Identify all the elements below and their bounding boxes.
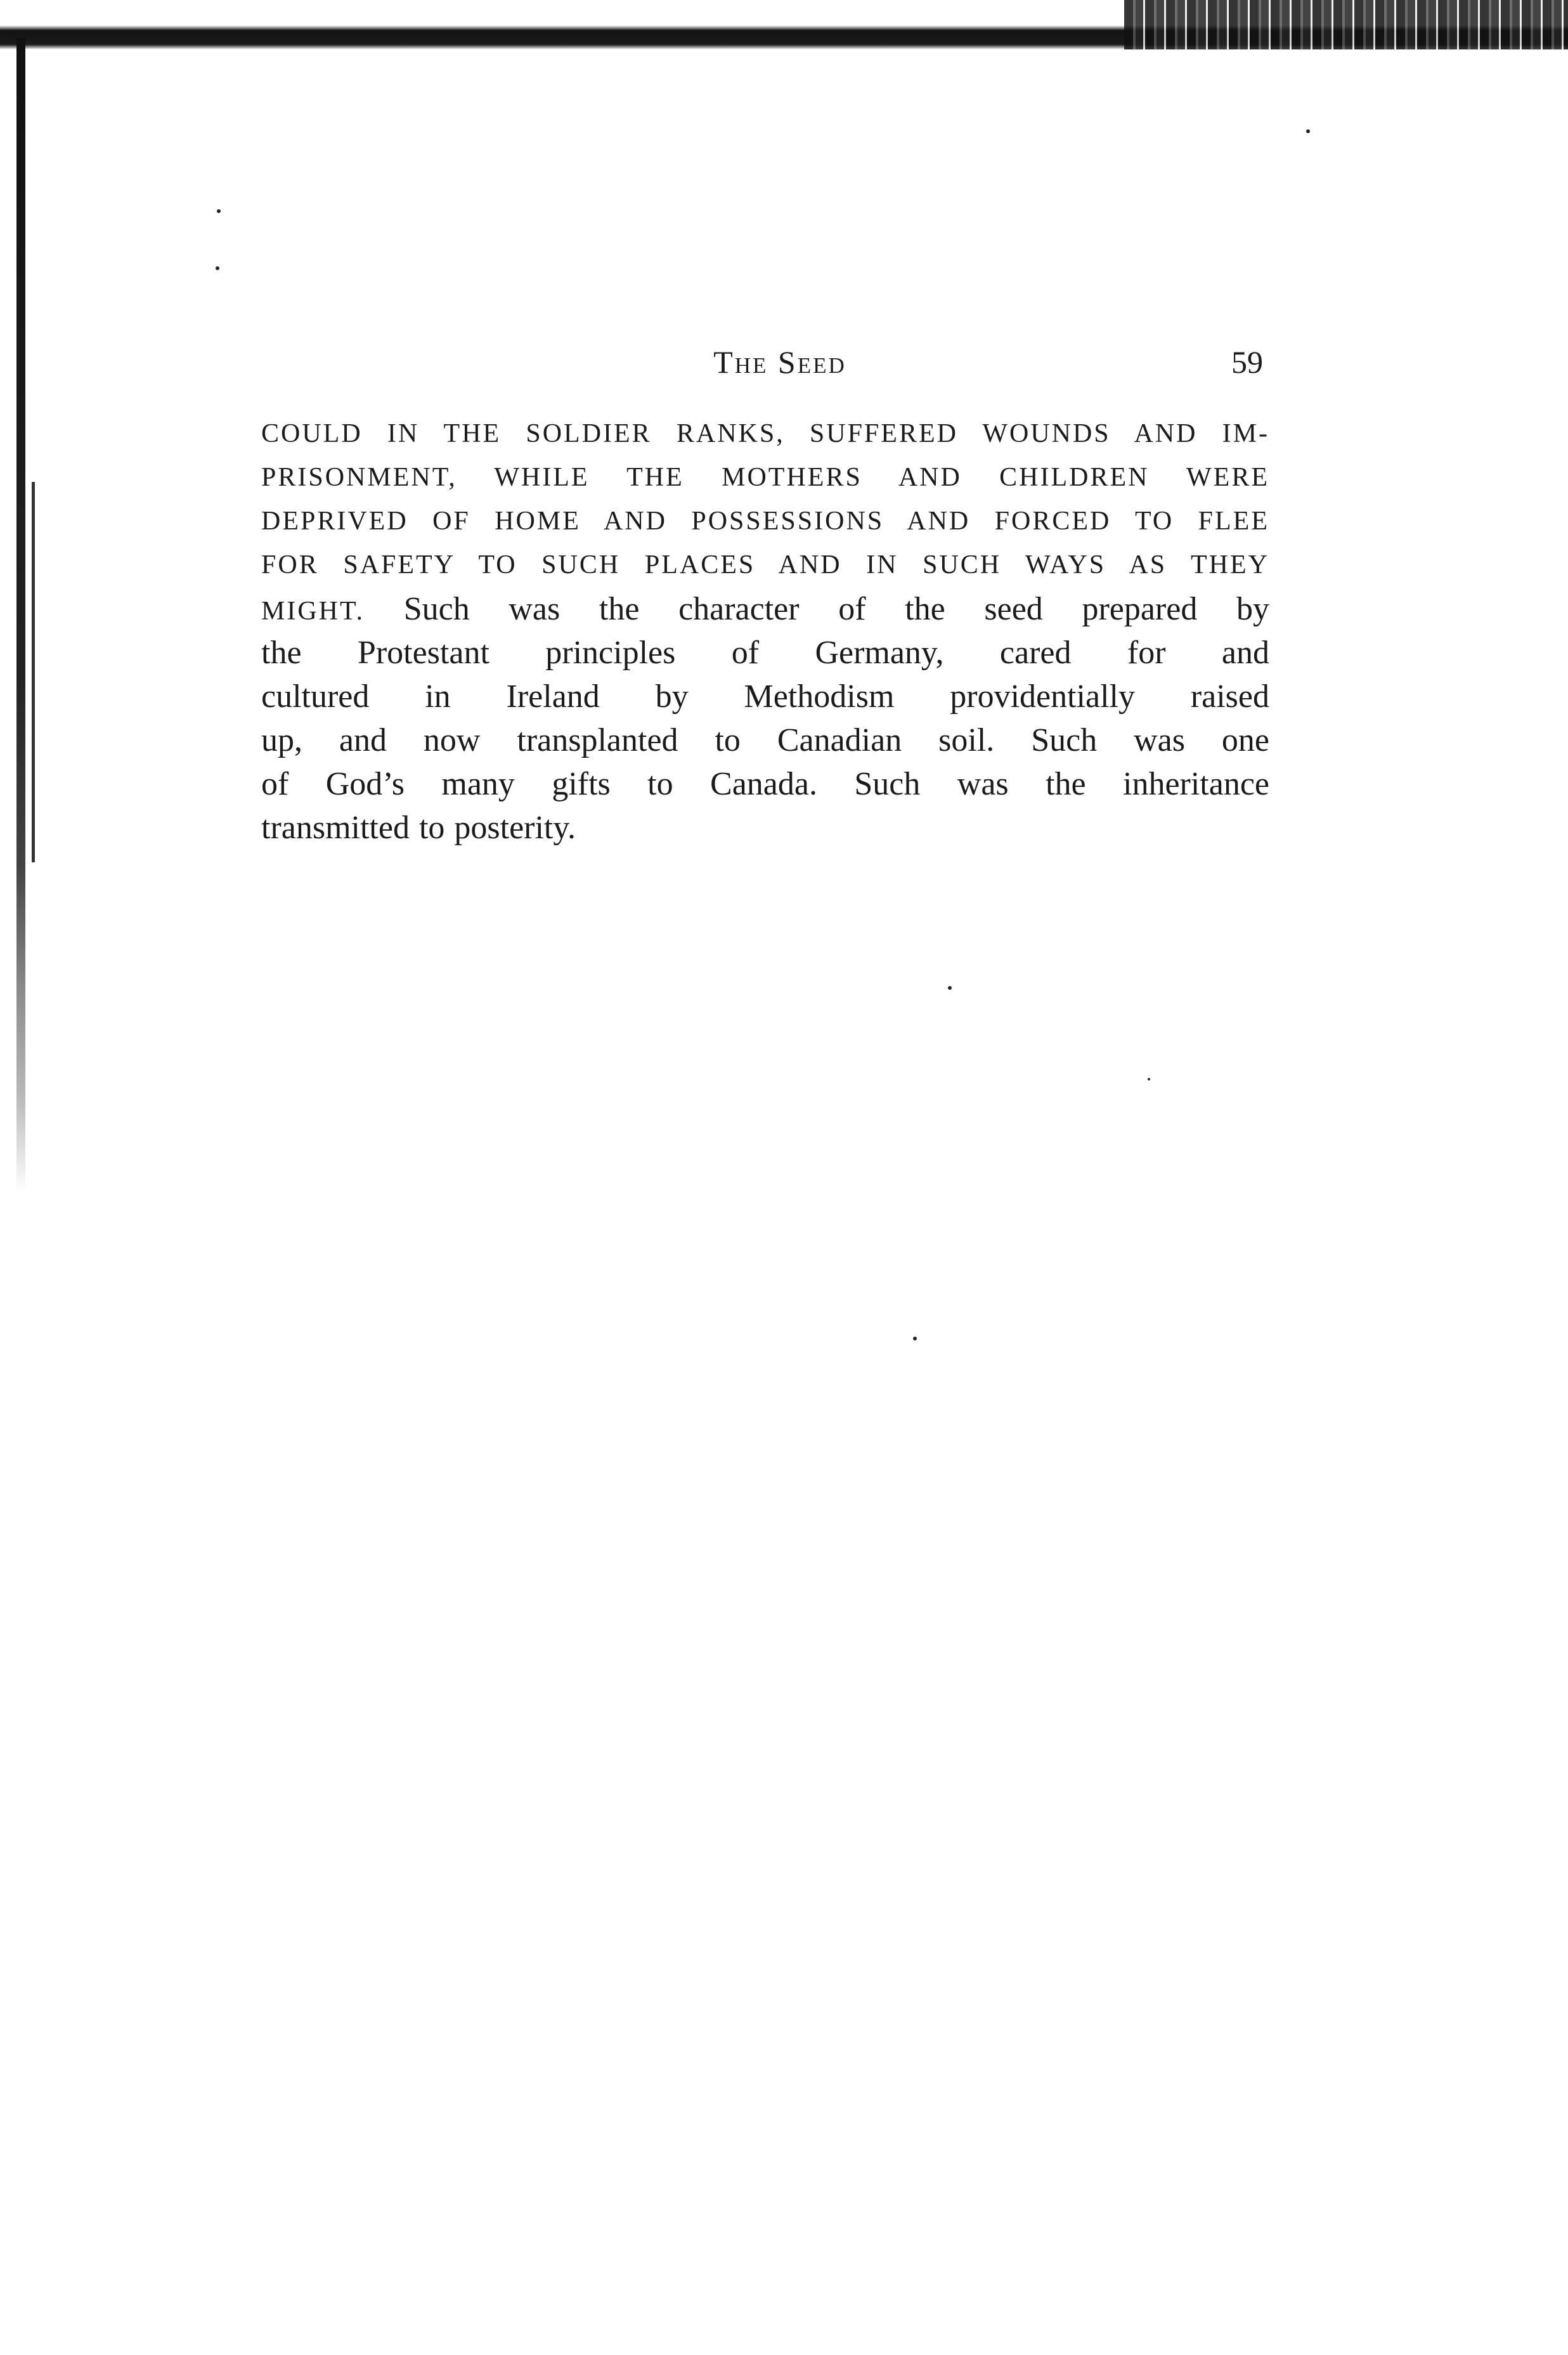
text-line: FOR SAFETY TO SUCH PLACES AND IN SUCH WAYS AS THEY <box>261 550 1269 580</box>
page-header <box>266 344 1268 388</box>
scan-speck <box>1148 1078 1150 1080</box>
text-line-caps: MIGHT. <box>261 597 365 626</box>
scan-top-border <box>0 0 1568 49</box>
text-line: DEPRIVED OF HOME AND POSSESSIONS AND FORCED TO FLEE <box>261 507 1269 536</box>
scan-left-edge <box>16 38 25 1192</box>
page-number: 59 <box>1231 344 1263 380</box>
text-line: PRISONMENT, WHILE THE MOTHERS AND CHILDREN WERE <box>261 463 1269 492</box>
running-head: The Seed <box>713 344 846 380</box>
text-line-rest: Such was the character of the seed prepared by <box>365 591 1269 627</box>
scan-left-edge-mark <box>32 482 35 862</box>
text-line: COULD IN THE SOLDIER RANKS, SUFFERED WOUNDS AND IM- <box>261 419 1269 448</box>
scan-speck <box>948 986 952 990</box>
text-line <box>261 587 1269 631</box>
scan-speck <box>1306 129 1310 133</box>
scan-speck <box>913 1337 917 1340</box>
text-line: up, and now transplanted to Canadian soil. Such was one <box>261 722 1269 758</box>
scan-speck <box>217 209 221 213</box>
text-line: the Protestant principles of Germany, cared for and <box>261 635 1269 671</box>
text-line: of God’s many gifts to Canada. Such was the inheritance <box>261 766 1269 802</box>
text-line: transmitted to posterity. <box>261 810 576 846</box>
body-paragraph <box>261 412 1269 850</box>
text-line: cultured in Ireland by Methodism providentially raised <box>261 678 1269 715</box>
scan-speck <box>216 266 219 270</box>
